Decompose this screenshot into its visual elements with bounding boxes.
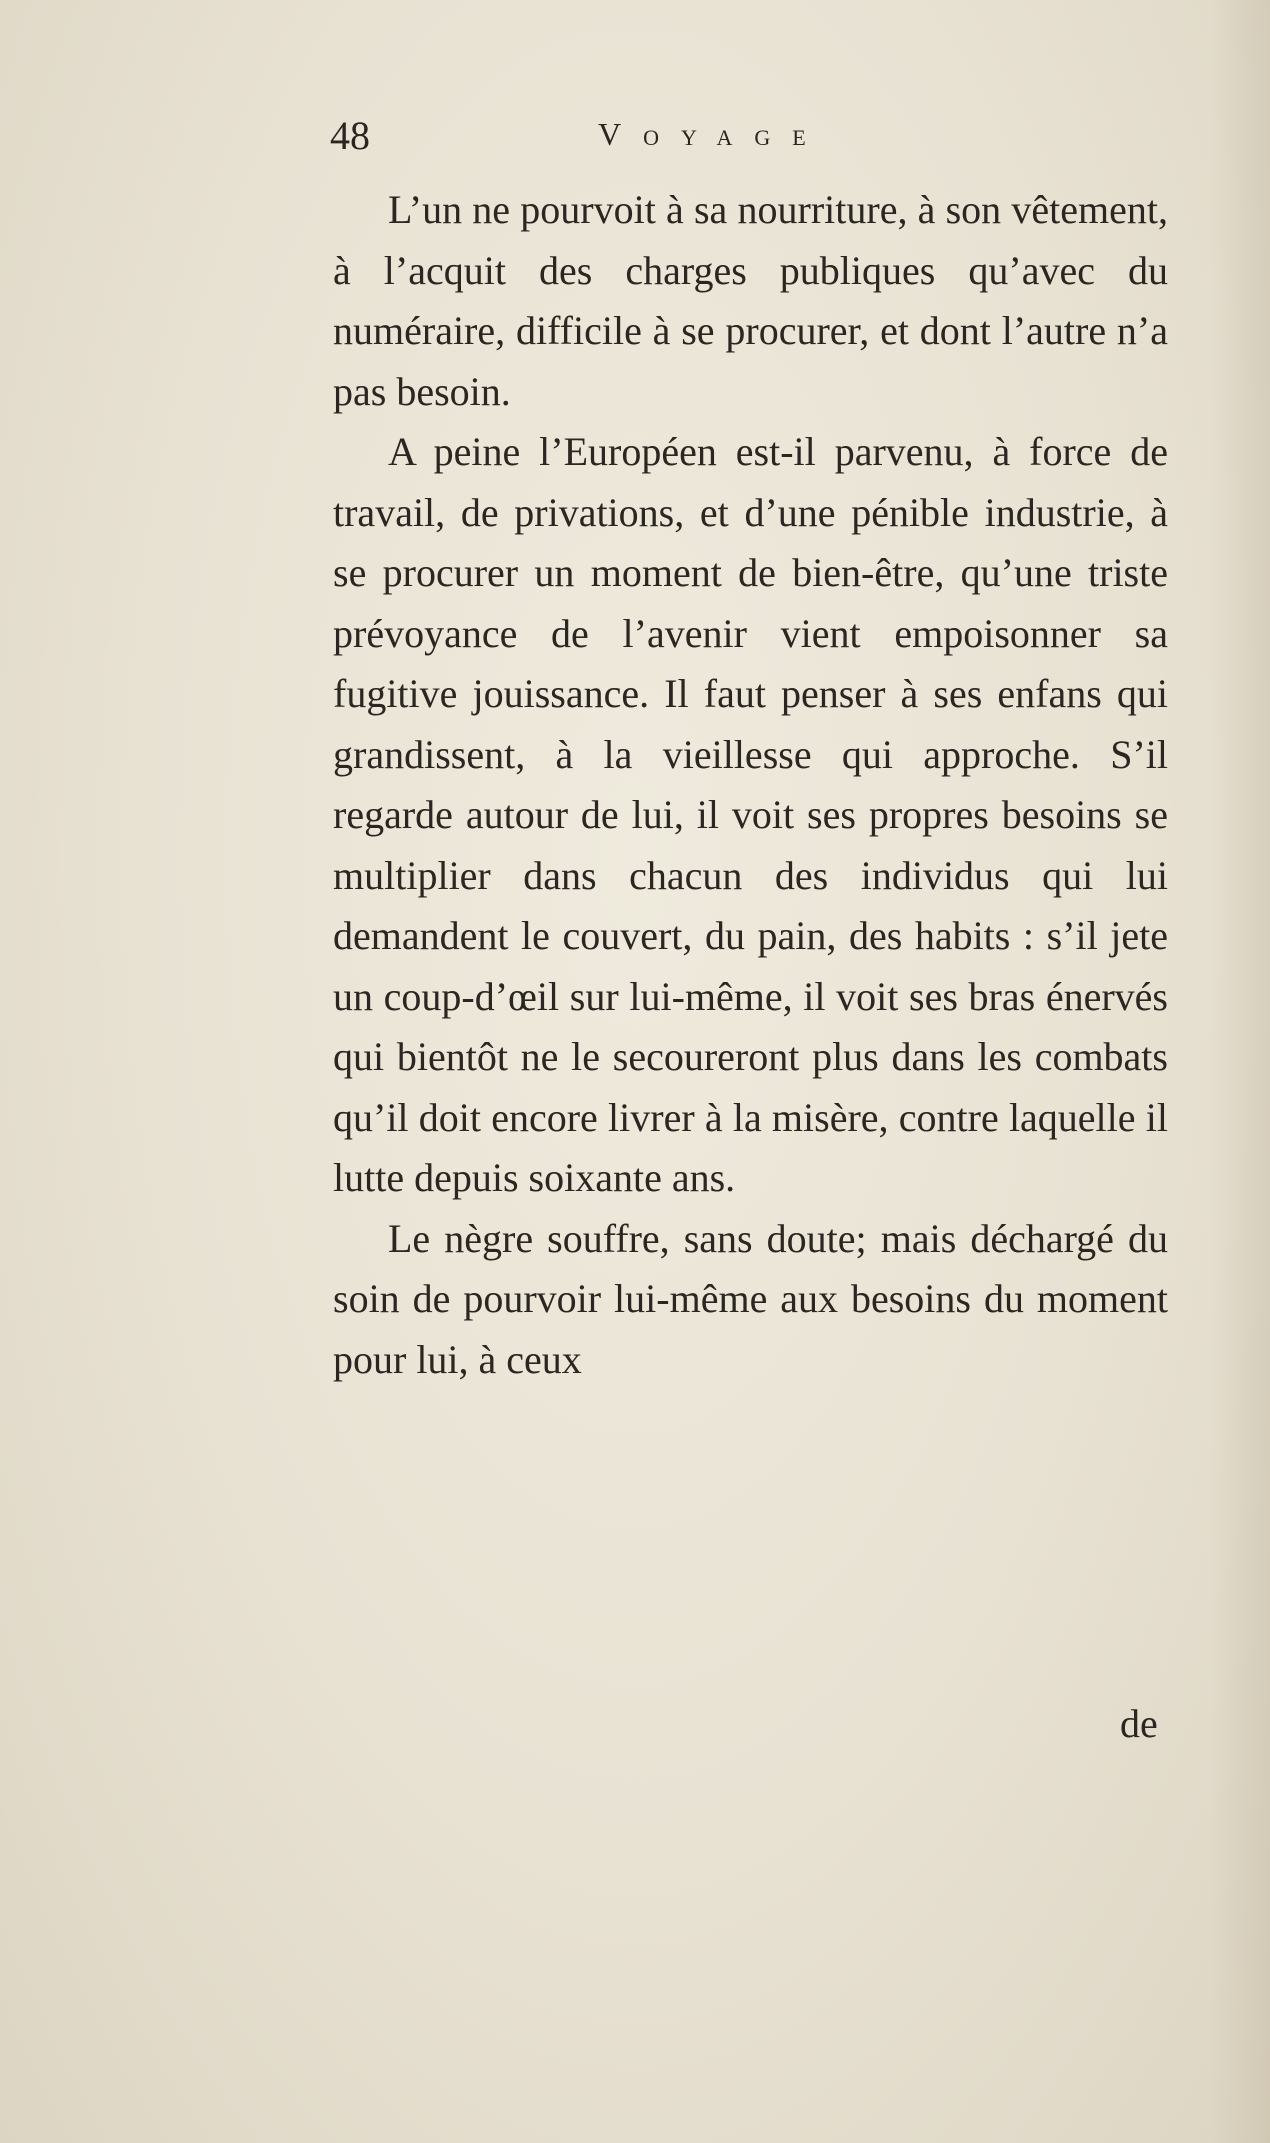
- page-number: 48: [330, 113, 370, 158]
- body-text: [333, 180, 1168, 1390]
- paragraph-1: L’un ne pourvoit à sa nourriture, à son vêtement, à l’acquit des charges publiques qu’avec du numéraire, difficile à se procurer, et dont l’autre n’a pas besoin.: [333, 187, 1168, 414]
- catchword: de: [1120, 1701, 1158, 1746]
- running-head: Voyage: [598, 116, 828, 152]
- paragraph-2: A peine l’Européen est-il parvenu, à force de travail, de privations, et d’une pénible industrie, à se procurer un moment de bien-être, qu’une triste prévoyance de l’avenir vient empoisonner sa fugitive jouissance. Il faut penser à ses enfans qui grandissent, à la vieillesse qui approche. S’il regarde autour de lui, il voit ses propres besoins se multiplier dans chacun des individus qui lui demandent le couvert, du pain, des habits : s’il jete un coup-d’œil sur lui-même, il voit ses bras énervés qui bientôt ne le secoureront plus dans les combats qu’il doit encore livrer à la misère, contre laquelle il lutte depuis soixante ans.: [333, 429, 1168, 1200]
- page-header: [330, 112, 1160, 172]
- paragraph-3: Le nègre souffre, sans doute; mais déchargé du soin de pourvoir lui-même aux besoins du moment pour lui, à ceux: [333, 1215, 1168, 1382]
